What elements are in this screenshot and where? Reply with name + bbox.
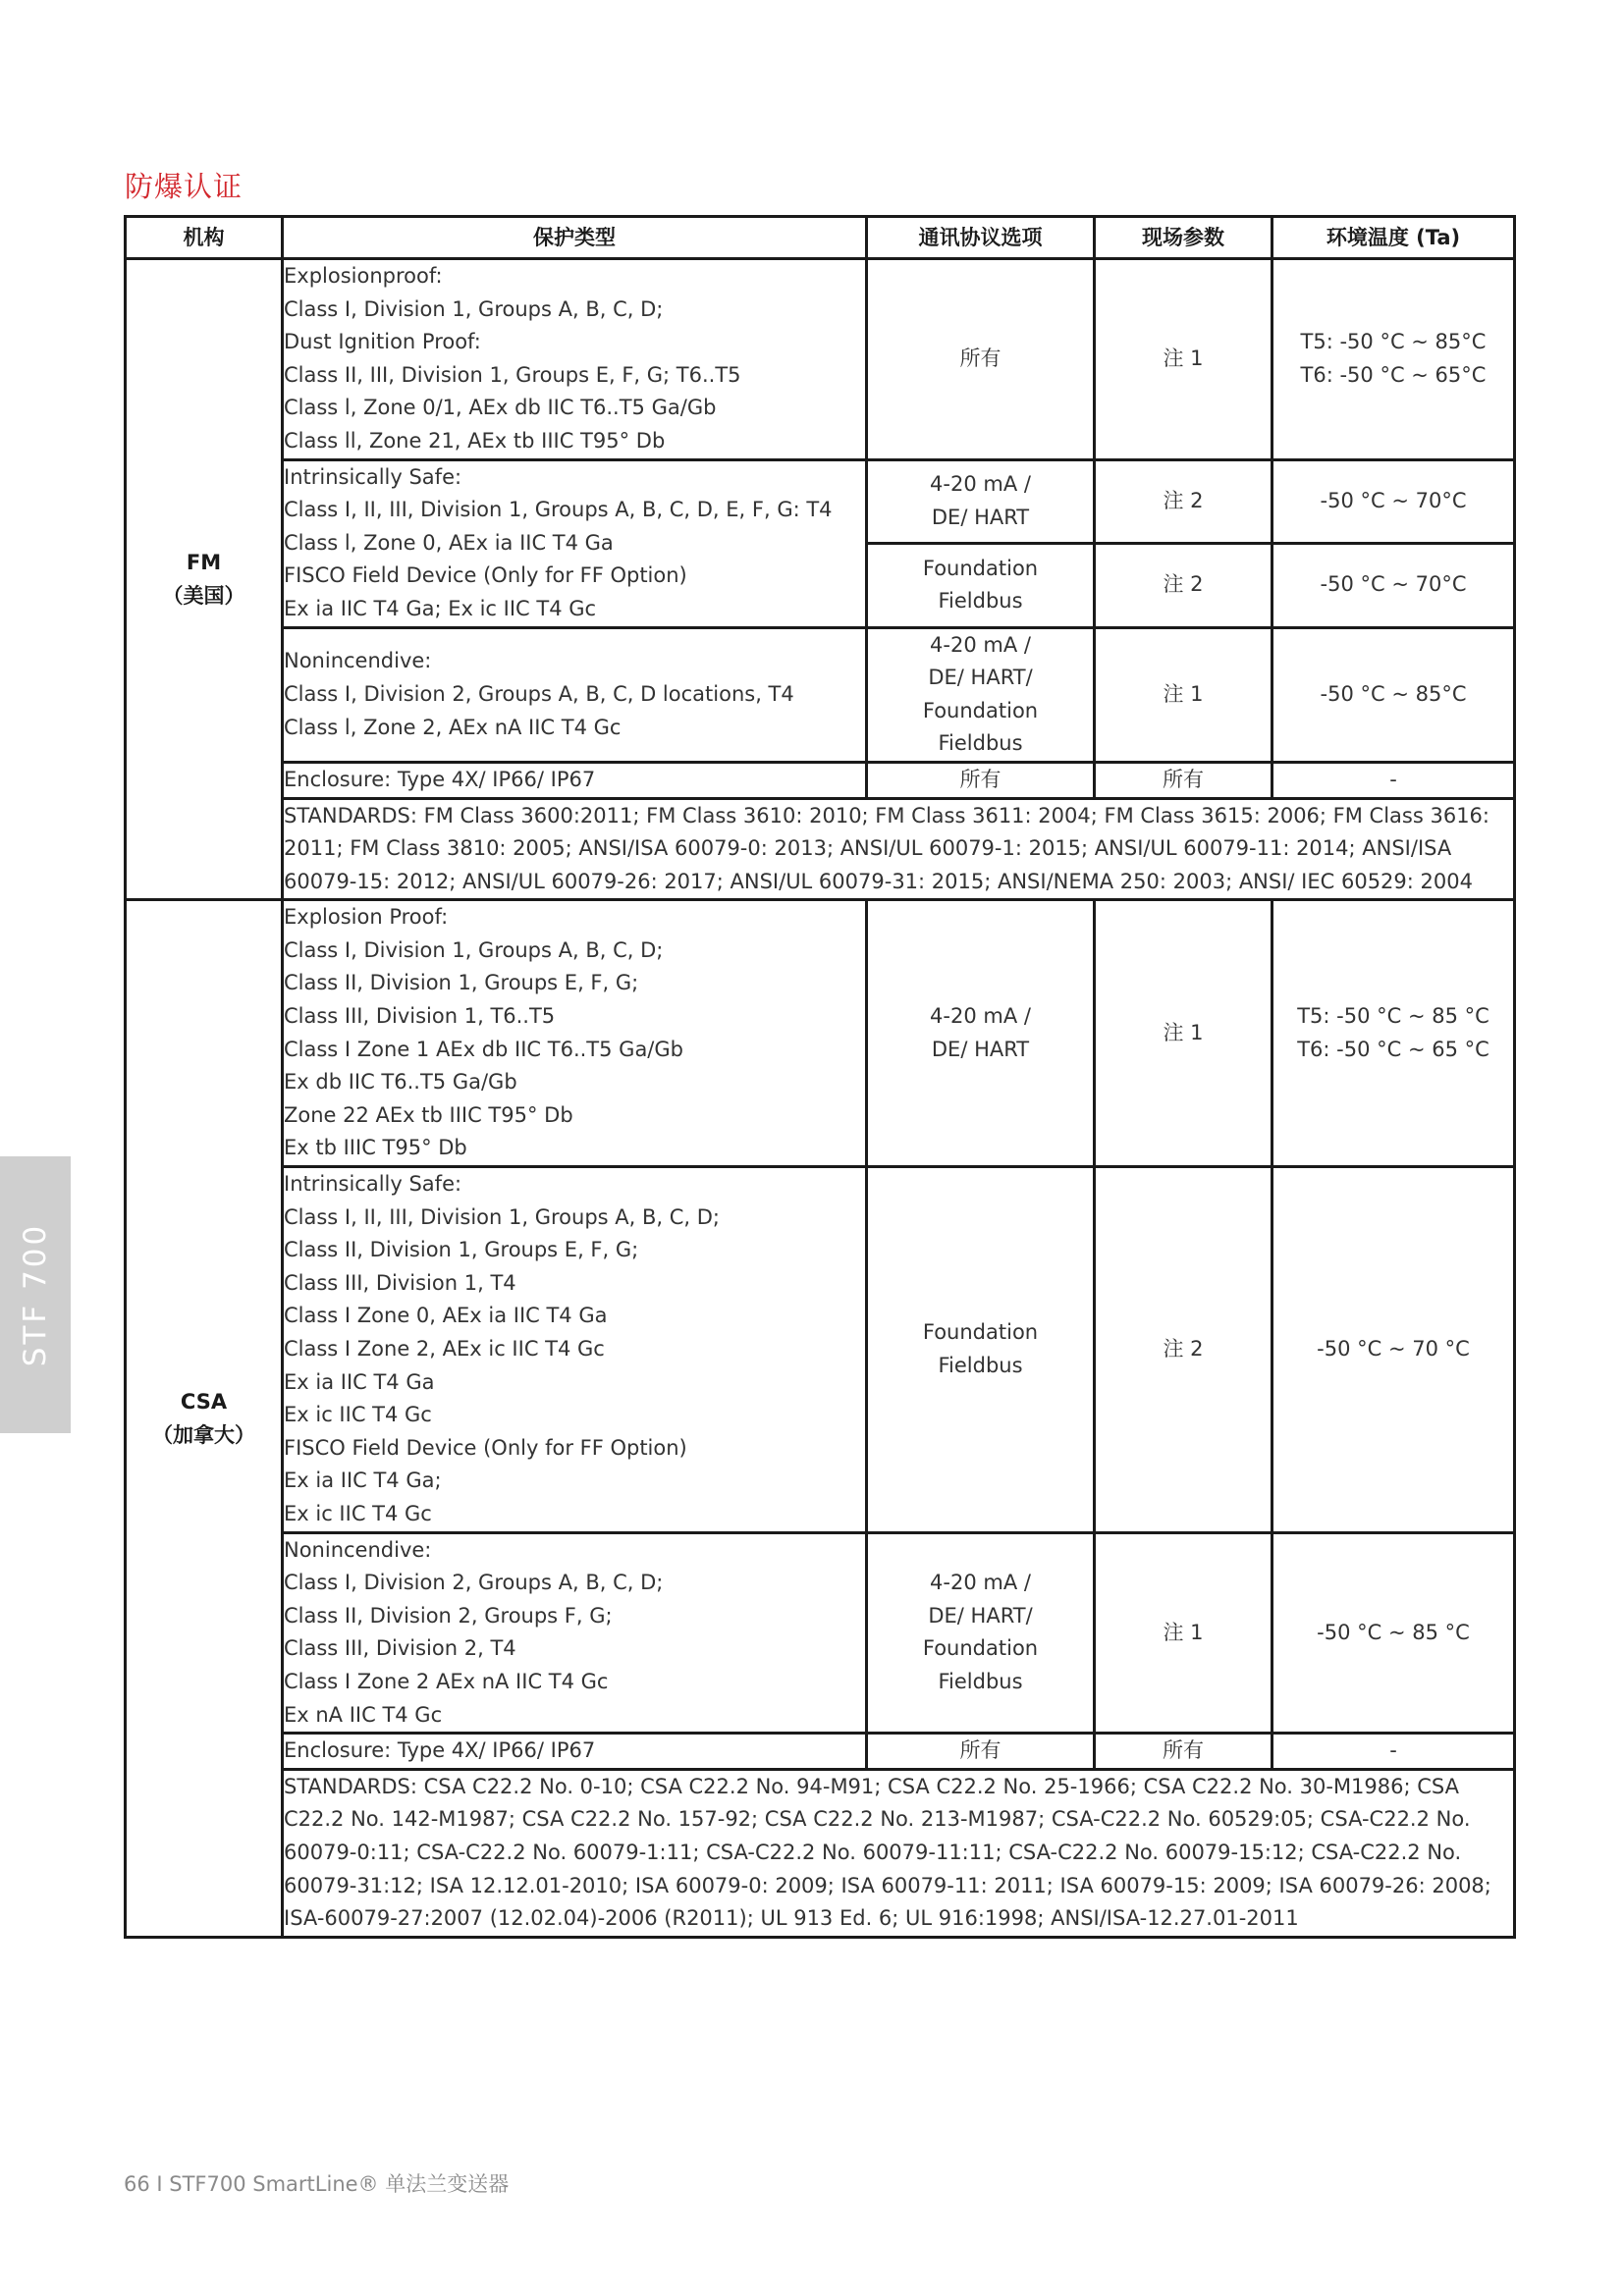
temp-cell [1272,900,1515,1167]
protection-cell: Enclosure: Type 4X/ IP66/ IP67 [283,762,867,798]
header-row [126,217,1515,259]
comm-cell [867,900,1095,1167]
table-row [126,259,1515,460]
field-cell: 注 2 [1095,1167,1272,1533]
comm-line: 4-20 mA / [930,632,1031,657]
header-temp: 环境温度 (Ta) [1272,217,1515,259]
org-name: FM [186,551,222,575]
temp-cell: -50 °C ~ 70 °C [1272,1167,1515,1533]
header-comm: 通讯协议选项 [867,217,1095,259]
protection-line: Ex nA IIC T4 Gc [284,1702,443,1727]
temp-line: T5: -50 °C ~ 85 °C [1297,1004,1489,1029]
comm-line: Fieldbus [938,589,1023,614]
section-title: 防爆认证 [125,170,244,203]
protection-line: Zone 22 AEx tb IIIC T95° Db [284,1102,573,1127]
field-cell: 注 2 [1095,544,1272,627]
comm-line: Foundation [922,556,1039,580]
comm-cell [867,627,1095,762]
protection-line: Class l, Zone 0, AEx ia IIC T4 Ga [284,530,614,555]
protection-line: Class I Zone 2, AEx ic IIC T4 Gc [284,1337,605,1361]
protection-line: Ex ia IIC T4 Ga [284,1369,435,1394]
protection-line: Class I Zone 2 AEx nA IIC T4 Gc [284,1669,609,1693]
protection-line: Class III, Division 1, T4 [284,1270,516,1295]
comm-line: DE/ HART/ [928,666,1033,690]
temp-cell: - [1272,1734,1515,1770]
comm-line: 所有 [959,346,1001,370]
protection-cell [283,259,867,460]
protection-cell [283,1167,867,1533]
certification-table [124,215,1516,1939]
comm-line: DE/ HART/ [928,1603,1033,1628]
side-tab-label: STF 700 [18,1222,53,1367]
field-cell: 注 1 [1095,627,1272,762]
protection-line: Ex db IIC T6..T5 Ga/Gb [284,1070,517,1095]
comm-cell: 所有 [867,762,1095,798]
comm-cell [867,544,1095,627]
protection-line: Ex ic IIC T4 Gc [284,1403,432,1427]
comm-cell [867,1532,1095,1734]
protection-cell: Enclosure: Type 4X/ IP66/ IP67 [283,1734,867,1770]
protection-line: Nonincendive: [284,649,432,673]
field-cell: 所有 [1095,1734,1272,1770]
table-row [126,900,1515,1167]
comm-cell: 所有 [867,1734,1095,1770]
protection-line: Ex ic IIC T4 Gc [284,1501,432,1525]
protection-line: Ex ia IIC T4 Ga; Ex ic IIC T4 Gc [284,596,597,620]
header-org: 机构 [126,217,283,259]
protection-cell [283,900,867,1167]
protection-line: Class I Zone 1 AEx db IIC T6..T5 Ga/Gb [284,1037,683,1061]
org-country: （美国） [162,584,245,609]
protection-line: Intrinsically Safe: [284,464,462,489]
org-cell-fm [126,259,283,900]
header-protection: 保护类型 [283,217,867,259]
field-cell: 注 2 [1095,459,1272,543]
temp-cell: -50 °C ~ 70°C [1272,544,1515,627]
protection-line: Class l, Zone 2, AEx nA IIC T4 Gc [284,715,622,739]
standards-cell: STANDARDS: CSA C22.2 No. 0-10; CSA C22.2 No. 94-M91; CSA C22.2 No. 25-1966; CSA C22.2 No. 30-M1986; CSA C22.2 No. 142-M1987; CSA C22.2 No. 157-92; CSA C22.2 No. 213-M1987; CSA-C22.2 No. 60529:05; CSA-C22.2 No. 60079-0:11; CSA-C22.2 No. 60079-1:11; CSA-C22.2 No. 60079-11:11; CSA-C22.2 No. 60079-15:12; CSA-C22.2 No. 60079-31:12; ISA 12.12.01-2010; ISA 60079-0: 2009; ISA 60079-11: 2011; ISA 60079-15: 2009; ISA 60079-26: 2008; ISA-60079-27:2007 (12.02.04)-2006 (R2011); UL 913 Ed. 6; UL 916:1998; ANSI/ISA-12.27.01-2011 [283,1769,1515,1937]
protection-line: Class II, Division 1, Groups E, F, G; [284,971,639,995]
org-cell-csa [126,900,283,1937]
comm-cell [867,1167,1095,1533]
protection-cell [283,627,867,762]
comm-cell [867,459,1095,543]
field-cell: 注 1 [1095,900,1272,1167]
comm-line: Foundation [922,698,1039,722]
protection-line: Class I, Division 1, Groups A, B, C, D; [284,937,664,962]
table-row [126,1769,1515,1937]
comm-line: Foundation [922,1636,1039,1661]
protection-line: Dust Ignition Proof: [284,330,481,354]
protection-cell [283,459,867,627]
page-footer: 66 I STF700 SmartLine® 单法兰变送器 [124,2172,510,2196]
field-cell: 所有 [1095,762,1272,798]
protection-line: FISCO Field Device (Only for FF Option) [284,563,687,588]
protection-line: Class II, III, Division 1, Groups E, F, G; T6..T5 [284,362,741,387]
table-row [126,1167,1515,1533]
protection-line: Class ll, Zone 21, AEx tb IIIC T95° Db [284,428,666,453]
protection-line: Class l, Zone 0/1, AEx db IIC T6..T5 Ga/Gb [284,396,717,420]
org-country: （加拿大） [152,1422,255,1447]
protection-line: FISCO Field Device (Only for FF Option) [284,1435,687,1460]
table-row [126,1532,1515,1734]
temp-line: T6: -50 °C ~ 65°C [1300,362,1487,387]
side-tab [0,1156,71,1433]
protection-line: Class I Zone 0, AEx ia IIC T4 Ga [284,1304,608,1328]
protection-line: Class I, Division 1, Groups A, B, C, D; [284,296,664,321]
comm-line: Fieldbus [938,1353,1023,1377]
standards-cell: STANDARDS: FM Class 3600:2011; FM Class 3610: 2010; FM Class 3611: 2004; FM Class 3615: 2006; FM Class 3616: 2011; FM Class 3810: 2005; ANSI/ISA 60079-0: 2013; ANSI/UL 60079-1: 2015; ANSI/UL 60079-11: 2014; ANSI/ISA 60079-15: 2012; ANSI/UL 60079-26: 2017; ANSI/UL 60079-31: 2015; ANSI/NEMA 250: 2003; ANSI/ IEC 60529: 2004 [283,798,1515,900]
protection-line: Explosion Proof: [284,905,449,930]
table-row [126,798,1515,900]
temp-cell: -50 °C ~ 70°C [1272,459,1515,543]
comm-line: Fieldbus [938,731,1023,756]
comm-line: Fieldbus [938,1669,1023,1693]
field-cell: 注 1 [1095,259,1272,460]
protection-line: Intrinsically Safe: [284,1172,462,1197]
table-row [126,459,1515,543]
temp-cell: - [1272,762,1515,798]
comm-line: Foundation [922,1320,1039,1345]
protection-line: Nonincendive: [284,1537,432,1562]
protection-line: Ex tb IIIC T95° Db [284,1136,467,1160]
protection-line: Class II, Division 2, Groups F, G; [284,1603,613,1628]
comm-line: DE/ HART [931,1037,1030,1061]
protection-cell [283,1532,867,1734]
protection-line: Class I, Division 2, Groups A, B, C, D locations, T4 [284,681,794,706]
table-row [126,627,1515,762]
protection-line: Ex ia IIC T4 Ga; [284,1468,442,1493]
temp-line: T5: -50 °C ~ 85°C [1300,330,1487,354]
comm-line: 4-20 mA / [930,1004,1031,1029]
temp-line: T6: -50 °C ~ 65 °C [1297,1037,1489,1061]
comm-line: 4-20 mA / [930,472,1031,497]
org-name: CSA [180,1389,228,1414]
field-cell: 注 1 [1095,1532,1272,1734]
temp-cell: -50 °C ~ 85°C [1272,627,1515,762]
protection-line: Class I, Division 2, Groups A, B, C, D; [284,1571,664,1595]
table-row [126,1734,1515,1770]
protection-line: Class I, II, III, Division 1, Groups A, B, C, D, E, F, G: T4 [284,498,833,522]
comm-line: 4-20 mA / [930,1571,1031,1595]
comm-cell [867,259,1095,460]
header-field: 现场参数 [1095,217,1272,259]
comm-line: DE/ HART [931,505,1030,529]
protection-line: Explosionproof: [284,264,443,288]
table-row [126,762,1515,798]
protection-line: Class III, Division 1, T6..T5 [284,1004,556,1029]
protection-line: Class I, II, III, Division 1, Groups A, B, C, D; [284,1204,721,1229]
protection-line: Class II, Division 1, Groups E, F, G; [284,1238,639,1262]
protection-line: Class III, Division 2, T4 [284,1636,516,1661]
temp-cell: -50 °C ~ 85 °C [1272,1532,1515,1734]
temp-cell [1272,259,1515,460]
